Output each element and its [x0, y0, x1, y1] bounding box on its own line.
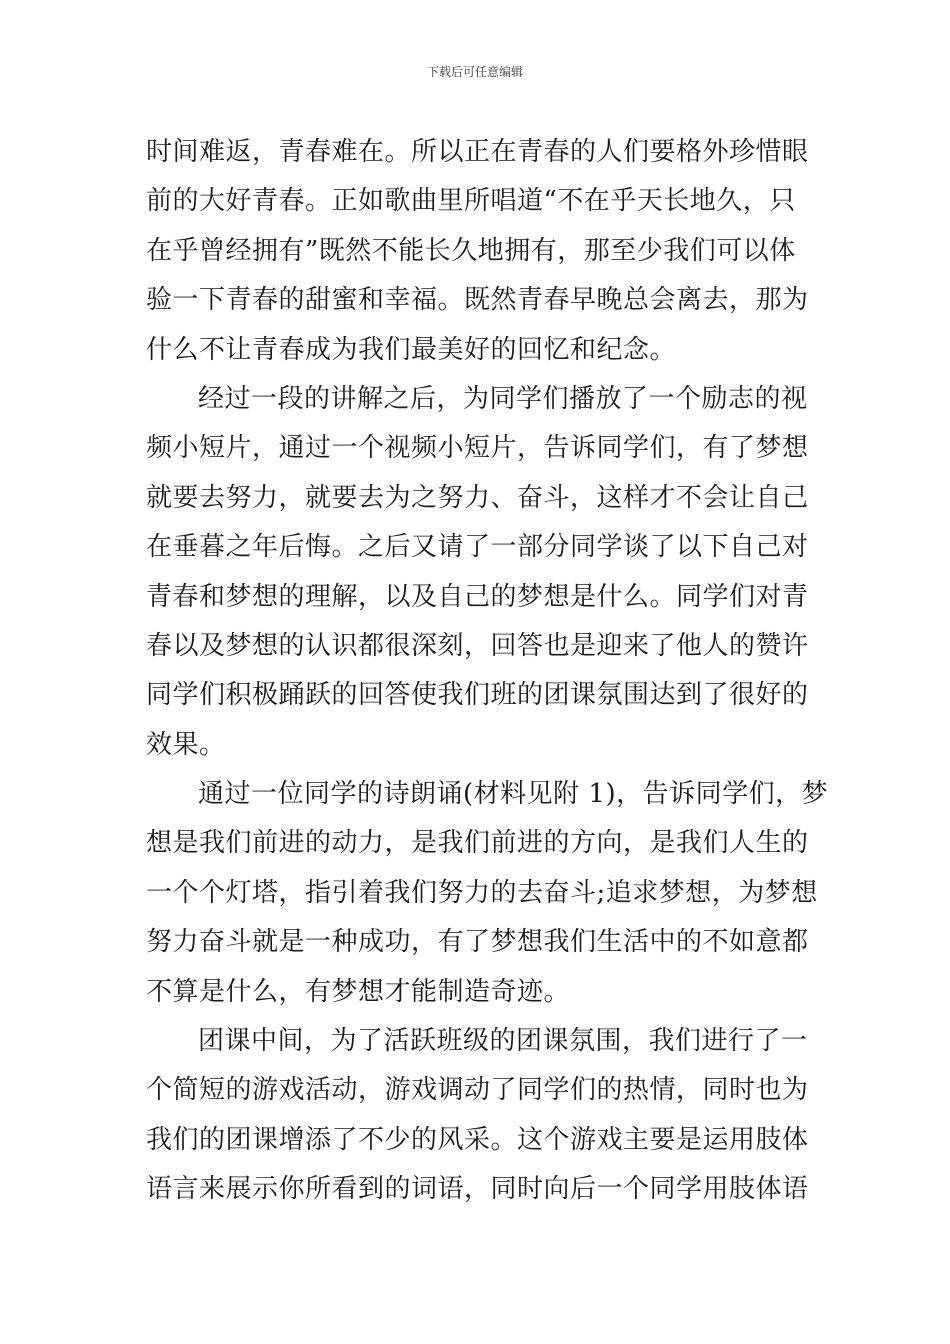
text-line: 在垂暮之年后悔。之后又请了一部分同学谈了以下自己对	[146, 532, 809, 563]
paragraph-1	[146, 128, 808, 375]
text-line: 我们的团课增添了不少的风采。这个游戏主要是运用肢体	[146, 1124, 809, 1155]
text-line: 个简短的游戏活动，游戏调动了同学们的热情，同时也为	[146, 1075, 809, 1106]
text-line: 就要去努力，就要去为之努力、奋斗，这样才不会让自己	[146, 482, 809, 513]
text-line: 效果。	[146, 729, 226, 760]
text-line: 语言来展示你所看到的词语，同时向后一个同学用肢体语	[146, 1174, 809, 1205]
text-line: 想是我们前进的动力，是我们前进的方向，是我们人生的	[146, 828, 809, 859]
text-line: 时间难返，青春难在。所以正在青春的人们要格外珍惜眼	[146, 137, 809, 167]
text-line: 一个个灯塔，指引着我们努力的去奋斗;追求梦想，为梦想	[146, 877, 818, 908]
text-line: 青春和梦想的理解，以及自己的梦想是什么。同学们对青	[146, 581, 809, 612]
text-line: 经过一段的讲解之后，为同学们播放了一个励志的视	[198, 383, 808, 414]
page-header: 下载后可任意编辑	[426, 65, 523, 79]
text-line: 不算是什么，有梦想才能制造奇迹。	[146, 976, 571, 1007]
paragraph-3	[146, 770, 829, 1017]
text-line: 频小短片，通过一个视频小短片，告诉同学们，有了梦想	[146, 433, 809, 464]
text-line: 什么不让青春成为我们最美好的回忆和纪念。	[146, 334, 677, 365]
text-line: 验一下青春的甜蜜和幸福。既然青春早晚总会离去，那为	[146, 285, 809, 316]
text-line: 春以及梦想的认识都很深刻，回答也是迎来了他人的赞许	[146, 630, 809, 661]
paragraph-4	[146, 1017, 808, 1215]
text-line: 通过一位同学的诗朗诵(材料见附 1)，告诉同学们，梦	[198, 779, 829, 810]
paragraph-2	[146, 375, 808, 770]
text-line: 同学们积极踊跃的回答使我们班的团课氛围达到了很好的	[146, 680, 809, 711]
text-line: 团课中间，为了活跃班级的团课氛围，我们进行了一	[198, 1026, 808, 1057]
text-line: 前的大好青春。正如歌曲里所唱道“不在乎天长地久，只	[146, 186, 796, 217]
document-body	[146, 128, 829, 1215]
text-line: 在乎曾经拥有”既然不能长久地拥有，那至少我们可以体	[146, 235, 796, 266]
text-line: 努力奋斗就是一种成功，有了梦想我们生活中的不如意都	[146, 927, 809, 958]
